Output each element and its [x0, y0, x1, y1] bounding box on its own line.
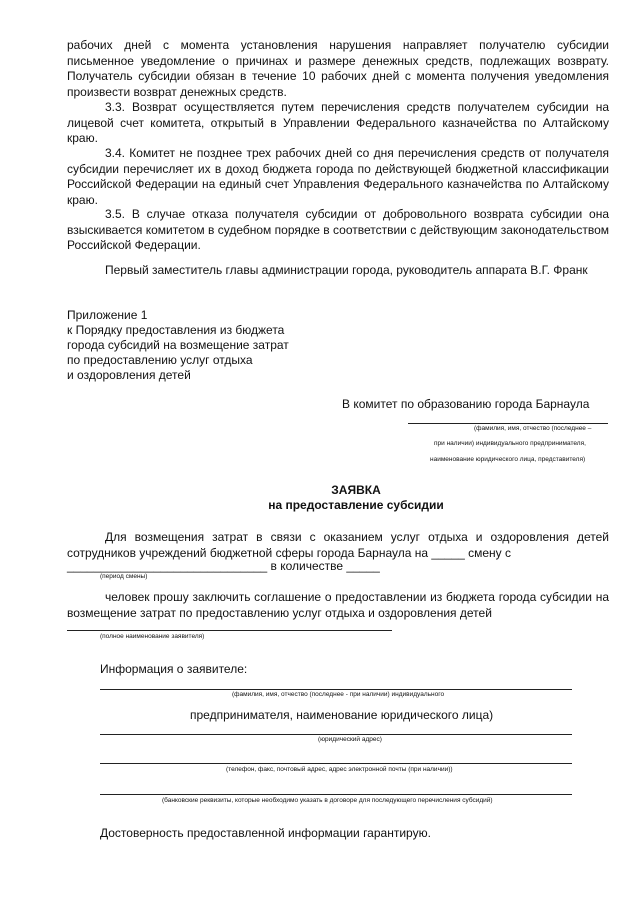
- paragraph-3-4: 3.4. Комитет не позднее трех рабочих дней со дня перечисления средств от получателя субсидии перечисляет их в доход бюджета города по действующей бюджетной классификации Российской Федерации на единый счет Управления Федерального казначейства по Алтайскому краю.: [67, 146, 609, 207]
- appendix-line-5: и оздоровления детей: [67, 368, 191, 382]
- appendix-line-3: города субсидий на возмещение затрат: [67, 338, 289, 352]
- paragraph-intro: рабочих дней с момента установления нарушения направляет получателю субсидии письменное уведомление о причинах и размере денежных средств, подлежащих возврату. Получатель субсидии обязан в течение 10 рабочих дней с момента получения уведомления произвести возврат денежных средств.: [67, 38, 609, 99]
- address-hint: (юридический адрес): [318, 736, 382, 743]
- bank-underline: [100, 794, 572, 795]
- appendix-line-2: к Порядку предоставления из бюджета: [67, 323, 285, 337]
- form-subtitle: на предоставление субсидии: [268, 498, 444, 512]
- addressee-hint-3: наименование юридического лица, представителя): [430, 456, 586, 463]
- addressee-hint-1: (фамилия, имя, отчество (последнее –: [474, 425, 592, 432]
- address-underline: [100, 734, 572, 735]
- guarantee-statement: Достоверность предоставленной информации гарантирую.: [100, 826, 431, 840]
- period-hint: (период смены): [100, 573, 148, 580]
- paragraph-3-5: 3.5. В случае отказа получателя субсидии от добровольного возврата субсидии она взыскивается комитетом в судебном порядке в соответствии с действующим законодательством Российской Федерации.: [67, 207, 609, 252]
- form-body-1: Для возмещения затрат в связи с оказанием услуг отдыха и оздоровления детей сотрудников учреждений бюджетной сферы города Барнаула на _____ смену с: [67, 530, 609, 560]
- addressee-to: В комитет по образованию города Барнаула: [342, 397, 590, 411]
- fio-continuation: предпринимателя, наименование юридического лица): [190, 708, 494, 722]
- paragraph-3-3: 3.3. Возврат осуществляется путем перечисления средств получателем субсидии на лицевой счет комитета, открытый в Управлении Федерального казначейства по Алтайскому краю.: [67, 100, 609, 145]
- info-label: Информация о заявителе:: [100, 662, 248, 676]
- form-title: ЗАЯВКА: [331, 483, 381, 497]
- signature-line: Первый заместитель главы администрации города, руководитель аппарата В.Г. Франк: [105, 263, 588, 277]
- applicant-underline: [67, 630, 392, 631]
- contacts-hint: (телефон, факс, почтовый адрес, адрес электронной почты (при наличии)): [226, 766, 453, 773]
- fio-underline: [100, 689, 572, 690]
- appendix-line-1: Приложение 1: [67, 308, 148, 322]
- addressee-underline: [408, 423, 608, 424]
- appendix-line-4: по предоставлению услуг отдыха: [67, 353, 253, 367]
- bank-hint: (банковские реквизиты, которые необходимо указать в договоре для последующего перечисления субсидий): [162, 797, 493, 804]
- fio-hint: (фамилия, имя, отчество (последнее - при наличии) индивидуального: [232, 691, 445, 698]
- addressee-hint-2: при наличии) индивидуального предпринимателя,: [434, 440, 586, 447]
- contacts-underline: [100, 763, 572, 764]
- form-body-2: человек прошу заключить соглашение о предоставлении из бюджета города субсидии на возмещение затрат по предоставлению услуг отдыха и оздоровления детей: [67, 590, 609, 620]
- applicant-hint: (полное наименование заявителя): [100, 633, 205, 640]
- form-body-1-tail: ______________________________ в количестве _____: [67, 559, 380, 573]
